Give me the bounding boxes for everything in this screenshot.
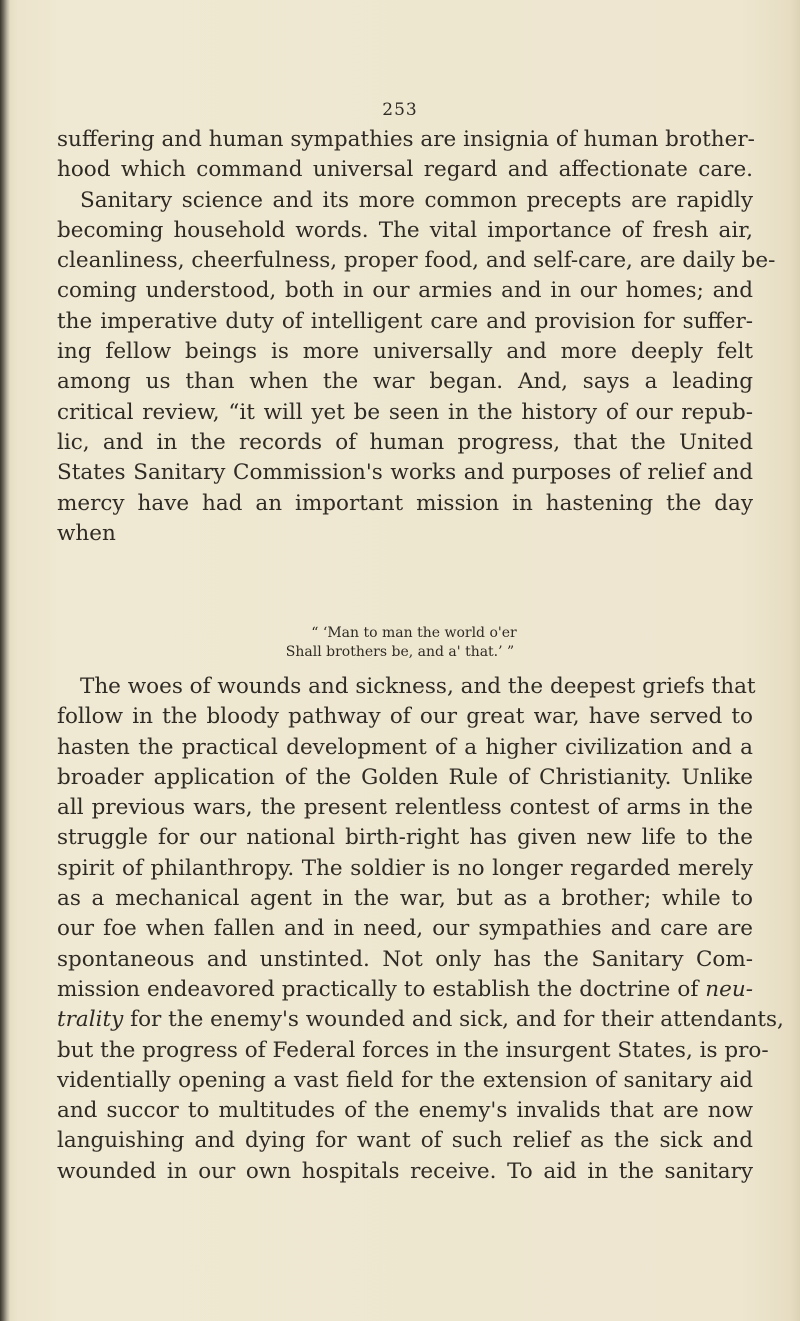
quote-line: Shall brothers be, and a' that.’ ”	[285, 644, 515, 660]
text-line: cleanliness, cheerfulness, proper food, and self-care, are daily be-	[57, 248, 776, 274]
text-line: spirit of philanthropy. The soldier is no longer regarded merely	[57, 855, 753, 881]
text-segment: for the enemy's wounded and sick, and for their attendants,	[123, 1007, 784, 1033]
text-line: languishing and dying for want of such relief as the sick and	[57, 1128, 753, 1154]
text-line: hasten the practical development of a higher civilization and a	[57, 734, 753, 760]
text-line: and succor to multitudes of the enemy's invalids that are now	[57, 1098, 753, 1124]
text-line: coming understood, both in our armies and in our homes; and	[57, 278, 753, 304]
text-line-with-italic	[57, 975, 753, 1005]
text-line: when	[57, 520, 116, 546]
text-line: follow in the bloody pathway of our great war, have served to	[57, 704, 753, 730]
text-line: spontaneous and unstinted. Not only has the Sanitary Com-	[57, 946, 753, 972]
verse-quote	[0, 624, 800, 662]
text-line: wounded in our own hospitals receive. To aid in the sanitary	[57, 1158, 753, 1184]
text-line: all previous wars, the present relentless contest of arms in the	[57, 795, 753, 821]
text-line: becoming household words. The vital importance of fresh air,	[57, 217, 753, 243]
text-line-with-italic	[57, 1005, 784, 1035]
page-number: 253	[382, 100, 418, 120]
text-line: ing fellow beings is more universally and more deeply felt	[57, 339, 753, 365]
text-line: hood which command universal regard and affectionate care.	[57, 157, 753, 183]
text-line: lic, and in the records of human progress, that the United	[57, 429, 753, 455]
text-line: broader application of the Golden Rule of Christianity. Unlike	[57, 764, 753, 790]
text-line: but the progress of Federal forces in the insurgent States, is pro-	[57, 1037, 769, 1063]
italic-word: trality	[57, 1007, 124, 1033]
text-segment: mission endeavored practically to establish the doctrine of	[57, 976, 699, 1002]
text-line: critical review, “it will yet be seen in the history of our repub-	[57, 399, 753, 425]
text-line: suffering and human sympathies are insignia of human brother-	[57, 127, 755, 152]
paragraph-1	[57, 125, 776, 549]
text-line: videntially opening a vast field for the extension of sanitary aid	[57, 1067, 753, 1093]
text-line: as a mechanical agent in the war, but as a brother; while to	[57, 886, 753, 912]
italic-word: neu-	[705, 976, 753, 1002]
quote-line: “ ‘Man to man the world o'er	[311, 625, 517, 641]
text-line: among us than when the war began. And, says a leading	[57, 369, 753, 395]
text-line: struggle for our national birth-right has given new life to the	[57, 825, 753, 851]
text-line: States Sanitary Commission's works and purposes of relief and	[57, 460, 753, 486]
text-line: Sanitary science and its more common precepts are rapidly	[80, 187, 753, 213]
paragraph-2	[57, 672, 784, 1187]
text-line: mercy have had an important mission in hastening the day	[57, 490, 753, 516]
text-line: The woes of wounds and sickness, and the deepest griefs that	[80, 674, 756, 699]
text-line: the imperative duty of intelligent care and provision for suffer-	[57, 308, 753, 334]
text-line: our foe when fallen and in need, our sympathies and care are	[57, 916, 753, 942]
